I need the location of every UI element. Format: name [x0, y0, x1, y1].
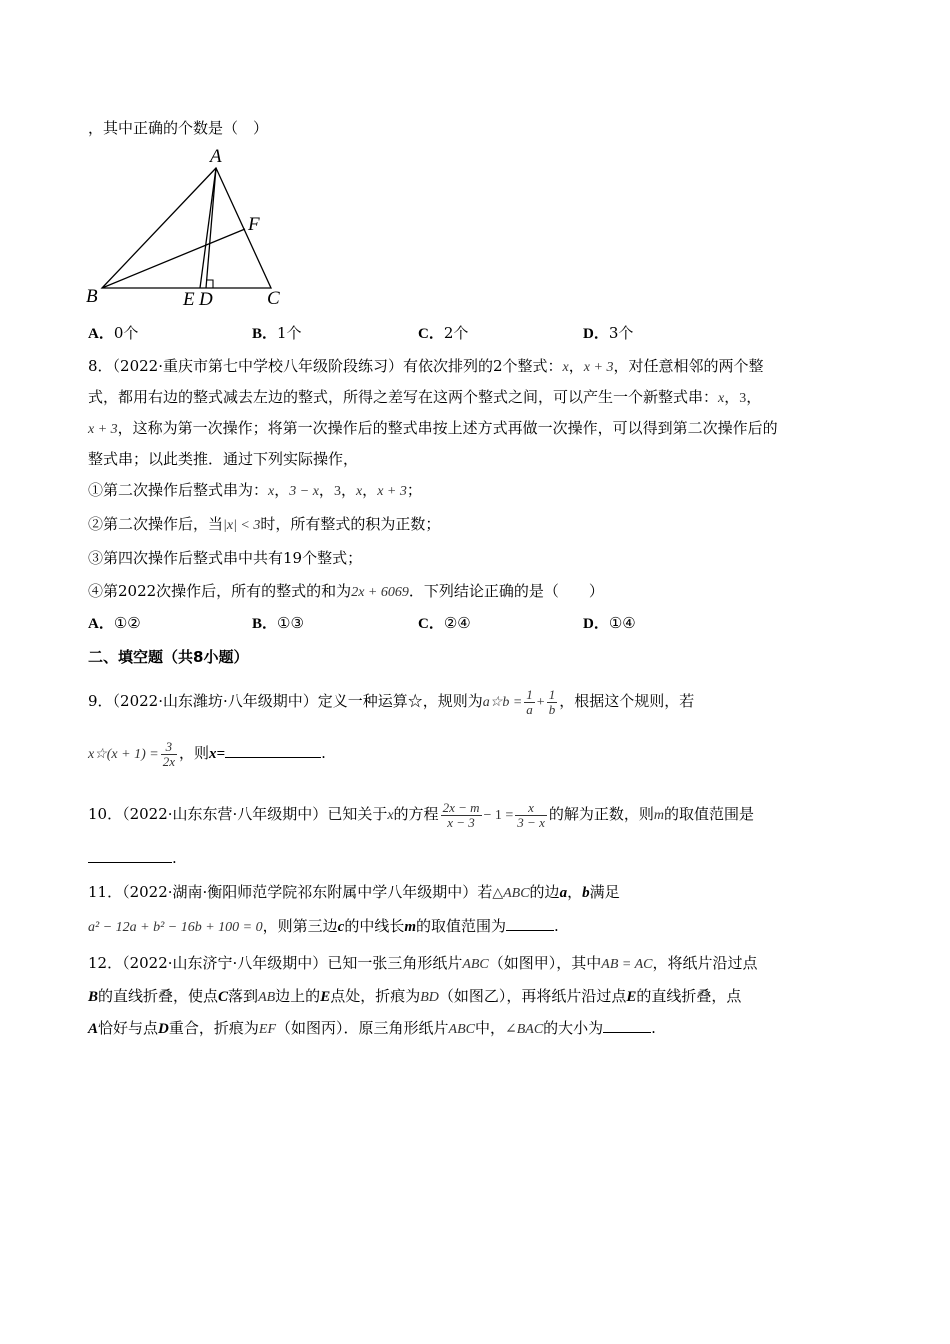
q11-line-1: 11．（2022·湖南·衡阳师范学院祁东附属中学八年级期中）若△ABC的边a，b满足 — [88, 883, 620, 901]
q11-line-2: a² − 12a + b² − 16b + 100 = 0，则第三边c的中线长m的取值范围为 . — [88, 917, 559, 935]
q10-fraction-1: $\frac{2x - m}{x - 3}$ — [442, 799, 480, 830]
q7-option-a[interactable]: A．0个 — [88, 324, 139, 342]
q9-fraction-2: $\frac{1}{b}$ — [548, 686, 556, 717]
label-a: A — [210, 146, 222, 167]
q8-option-c[interactable]: C．②④ — [418, 614, 471, 632]
q8-statement-3: ③第四次操作后整式串中共有19个整式； — [88, 549, 363, 567]
q7-option-b[interactable]: B．1个 — [252, 324, 302, 342]
q8-option-a[interactable]: A．①② — [88, 614, 141, 632]
label-f: F — [248, 214, 260, 235]
q10-fraction-2: $\frac{x}{3 - x}$ — [517, 799, 545, 830]
label-d: D — [199, 289, 213, 310]
triangle-figure — [80, 140, 300, 315]
q9-line-2: x☆(x + 1) = $\frac{3}{2x}$ ，则x= . — [88, 738, 326, 769]
q8-statement-1: ①第二次操作后整式串为：x，3 − x，3，x，x + 3； — [88, 481, 422, 499]
q8-statement-2: ②第二次操作后，当|x| < 3时，所有整式的积为正数； — [88, 515, 441, 533]
triangle-abc — [102, 168, 271, 288]
q7-option-c[interactable]: C．2个 — [418, 324, 469, 342]
q9-answer-blank[interactable] — [225, 743, 321, 758]
line-bf — [102, 229, 245, 288]
q7-tail: ，其中正确的个数是（ ） — [88, 119, 269, 137]
q10-line-2: . — [88, 848, 177, 868]
q8-line-3: x + 3，这称为第一次操作；将第一次操作后的整式串按上述方式再做一次操作，可以得到第二次操作后的 — [88, 419, 778, 437]
section-heading: 二、填空题（共8小题） — [88, 648, 249, 666]
q8-option-d[interactable]: D．①④ — [583, 614, 636, 632]
q9-fraction-1: $\frac{1}{a}$ — [526, 686, 533, 717]
q8-line-2: 式，都用右边的整式减去左边的整式，所得之差写在这两个整式之间，可以产生一个新整式串：x，3， — [88, 388, 762, 406]
q12-line-2: B的直线折叠，使点C落到AB边上的E点处，折痕为BD（如图乙），再将纸片沿过点E的直线折叠，点 — [88, 987, 742, 1005]
label-b: B — [86, 286, 98, 307]
q12-line-1: 12．（2022·山东济宁·八年级期中）已知一张三角形纸片ABC（如图甲），其中AB = AC，将纸片沿过点 — [88, 954, 758, 972]
q7-option-d[interactable]: D．3个 — [583, 324, 634, 342]
q8-option-b[interactable]: B．①③ — [252, 614, 304, 632]
label-c: C — [267, 288, 280, 309]
q10-line-1: 10．（2022·山东东营·八年级期中）已知关于x的方程 $\frac{2x - m}{x - 3}$ − 1 = $\frac{x}{3 - x}$ 的解为正数，则m的取值范围是 — [88, 799, 754, 830]
q11-answer-blank[interactable] — [506, 916, 554, 931]
q8-line-4: 整式串；以此类推．通过下列实际操作， — [88, 450, 359, 468]
q12-answer-blank[interactable] — [603, 1018, 651, 1033]
q10-answer-blank[interactable] — [88, 848, 172, 863]
q8-line-1: 8．（2022·重庆市第七中学校八年级阶段练习）有依次排列的2个整式：x，x + 3，对任意相邻的两个整 — [88, 357, 764, 375]
q8-statement-4: ④第2022次操作后，所有的整式的和为2x + 6069．下列结论正确的是（ ） — [88, 582, 604, 600]
q9-fraction-3: $\frac{3}{2x}$ — [162, 738, 175, 769]
q12-line-3: A恰好与点D重合，折痕为EF（如图丙）．原三角形纸片ABC中，∠BAC的大小为 . — [88, 1019, 656, 1037]
label-e: E — [183, 289, 195, 310]
q9-line-1: 9．（2022·山东潍坊·八年级期中）定义一种运算☆，规则为a☆b = $\frac{1}{a}$ + $\frac{1}{b}$ ，根据这个规则，若 — [88, 686, 695, 717]
